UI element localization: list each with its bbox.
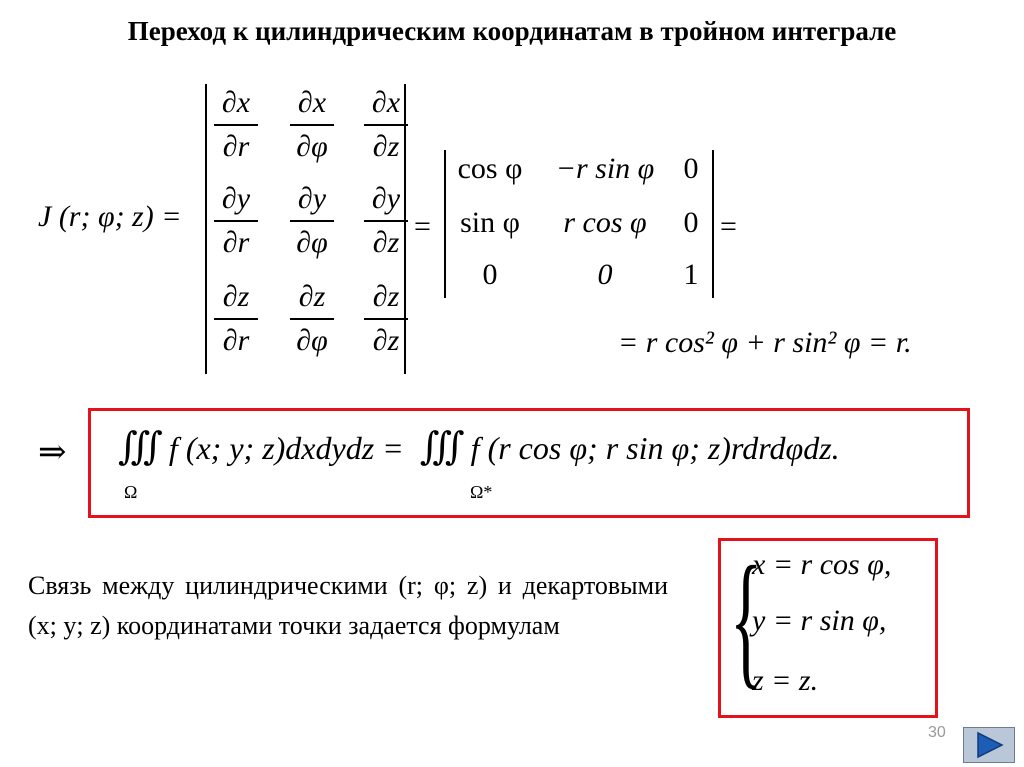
matrix-cell: 0: [597, 258, 613, 291]
matrix-right-bar: [712, 150, 714, 298]
system-brace: {: [730, 536, 763, 702]
fraction-line: [364, 124, 408, 126]
partial-derivative: [210, 180, 262, 262]
fraction-line: [214, 220, 258, 222]
partial-numerator: ∂z: [372, 280, 400, 313]
lhs-integrand: f (x; y; z)dxdydz =: [168, 430, 404, 466]
partial-denominator: ∂z: [372, 324, 400, 357]
fraction-line: [214, 124, 258, 126]
fraction-line: [290, 318, 334, 320]
partial-numerator: ∂x: [371, 86, 401, 119]
partial-denominator: ∂φ: [296, 324, 328, 357]
matrix-cell: sin φ: [460, 206, 520, 239]
next-slide-button[interactable]: [963, 727, 1015, 763]
fraction-line: [290, 124, 334, 126]
matrix-cell: 1: [683, 258, 699, 291]
partial-derivative: [360, 180, 412, 262]
partial-denominator: ∂r: [222, 226, 250, 259]
triple-integral-sign: ∭: [118, 426, 155, 468]
partial-derivative: [286, 180, 338, 262]
lhs-domain: Ω: [124, 482, 138, 502]
partial-derivative: [360, 84, 412, 166]
partial-denominator: ∂r: [222, 130, 250, 163]
implies-arrow: ⇒: [38, 434, 67, 471]
partial-denominator: ∂φ: [296, 226, 328, 259]
partial-denominator: ∂z: [372, 130, 400, 163]
page-number: 30: [928, 724, 946, 741]
partial-numerator: ∂y: [297, 182, 327, 215]
matrix-cell: −r sin φ: [555, 152, 655, 185]
partial-denominator: ∂r: [222, 324, 250, 357]
system-line-y: y = r sin φ,: [752, 604, 887, 637]
matrix-left-bar: [444, 150, 446, 298]
jacobian-result: = r cos² φ + r sin² φ = r.: [618, 326, 912, 359]
trailing-equals-sign: =: [720, 210, 737, 243]
integral-formula: [118, 424, 840, 502]
relation-paragraph: Связь между цилиндрическими (r; φ; z) и декартовыми (x; y; z) координатами точки задается формулам: [28, 571, 668, 640]
matrix-cell: 0: [683, 152, 699, 185]
matrix-cell: r cos φ: [563, 206, 647, 239]
jacobian-label: J (r; φ; z) =: [38, 200, 182, 233]
matrix-cell: 0: [482, 258, 498, 291]
partial-derivative: [360, 278, 412, 360]
partial-derivative: [210, 84, 262, 166]
fraction-line: [364, 220, 408, 222]
rhs-integrand: f (r cos φ; r sin φ; z)rdrdφdz.: [470, 430, 840, 466]
matrix-cell: 0: [683, 206, 699, 239]
partial-derivative: [286, 84, 338, 166]
rhs-domain: Ω*: [470, 482, 493, 502]
fraction-line: [290, 220, 334, 222]
fraction-line: [364, 318, 408, 320]
partial-derivative: [210, 278, 262, 360]
partial-numerator: ∂z: [298, 280, 326, 313]
partial-derivative: [286, 278, 338, 360]
partial-numerator: ∂y: [371, 182, 401, 215]
equals-sign: =: [414, 210, 431, 243]
system-line-x: x = r cos φ,: [752, 548, 892, 581]
slide-title: Переход к цилиндрическим координатам в тройном интеграле: [127, 16, 897, 46]
fraction-line: [214, 318, 258, 320]
system-line-z: z = z.: [752, 664, 819, 697]
partial-numerator: ∂x: [221, 86, 251, 119]
partial-numerator: ∂y: [221, 182, 251, 215]
triple-integral-sign-rhs: ∭: [419, 426, 457, 468]
partial-numerator: ∂x: [297, 86, 327, 119]
play-next-icon: [964, 728, 1014, 762]
partial-numerator: ∂z: [222, 280, 250, 313]
partial-denominator: ∂φ: [296, 130, 328, 163]
matrix-cell: cos φ: [457, 152, 523, 185]
det-left-bar: [205, 84, 207, 374]
partial-denominator: ∂z: [372, 226, 400, 259]
